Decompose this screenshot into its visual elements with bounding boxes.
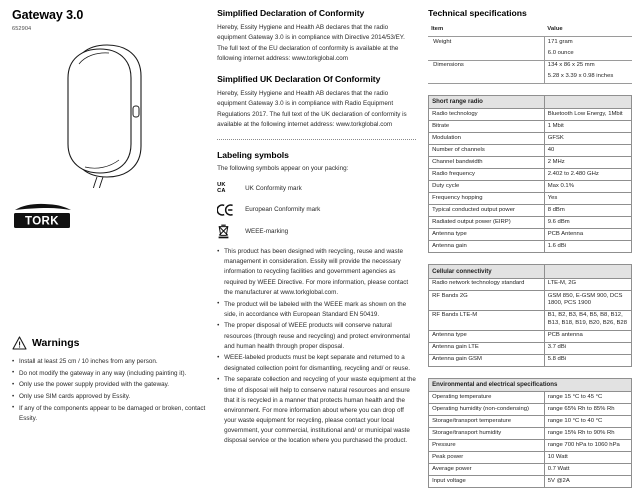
cell-value: 171 gram (544, 37, 632, 49)
cell-key: Number of channels (429, 145, 545, 157)
section-title: Cellular connectivity (429, 265, 545, 278)
section-title-spacer (544, 265, 631, 278)
list-item: • This product has been designed with recycling, reuse and waste management in consideration. Essity will provide the necessary information to recycling facilities and government agencies as required by WEEE Directive. For more information, please contact the manufacturer at www.torkglobal.com. (217, 247, 416, 298)
cell-key: Frequency hopping (429, 193, 545, 205)
table-row (429, 392, 632, 404)
symbol-label: UK Conformity mark (245, 185, 302, 193)
table-row (429, 133, 632, 145)
table-row (429, 121, 632, 133)
warnings-section (12, 336, 207, 426)
device-illustration (12, 38, 207, 188)
cell-key: RF Bands 2G (429, 290, 545, 310)
cell-key: Duty cycle (429, 181, 545, 193)
symbol-label: WEEE-marking (245, 228, 289, 236)
right-column (424, 8, 634, 485)
ce-mark-icon (217, 204, 245, 216)
gateway-device-drawing (55, 38, 165, 188)
cell-value: 0.7 Watt (544, 464, 631, 476)
list-item: • Only use the power supply provided with the gateway. (12, 380, 207, 390)
cell-key: Antenna gain LTE (429, 342, 545, 354)
table-row (428, 72, 632, 84)
table-row (429, 109, 632, 121)
cell-value: range 15 °C to 45 °C (544, 392, 631, 404)
cell-value: PCB Antenna (544, 229, 631, 241)
cell-value: range 15% Rh to 90% Rh (544, 428, 631, 440)
cell-value: LTE-M, 2G (544, 278, 631, 290)
table-row (429, 181, 632, 193)
table-row (429, 404, 632, 416)
table-row (429, 440, 632, 452)
table-row (429, 428, 632, 440)
middle-column (215, 8, 424, 449)
cell-value: 6.0 ounce (544, 48, 632, 60)
cell-value: 5.28 x 3.39 x 0.98 inches (544, 72, 632, 84)
cell-key (428, 48, 544, 60)
cell-key: RF Bands LTE-M (429, 310, 545, 330)
table-row (429, 157, 632, 169)
cell-value: range 700 hPa to 1060 hPa (544, 440, 631, 452)
cell-key: Radio technology (429, 109, 545, 121)
tork-logo-text: TORK (25, 215, 59, 228)
cell-value: 134 x 86 x 25 mm (544, 60, 632, 72)
table-section-header (429, 95, 632, 108)
symbol-row-ce (217, 203, 416, 216)
cell-key: Weight (428, 37, 544, 49)
cell-key: Antenna gain (429, 241, 545, 253)
list-item: • If any of the components appear to be damaged or broken, contact Essity. (12, 404, 207, 424)
section-title: Short range radio (429, 95, 545, 108)
cell-value: 40 (544, 145, 631, 157)
cell-key: Bitrate (429, 121, 545, 133)
table-row (429, 310, 632, 330)
uk-conformity-heading: Simplified UK Declaration Of Conformity (217, 74, 381, 84)
cell-key: Dimensions (428, 60, 544, 72)
table-row (429, 278, 632, 290)
cell-value: 5.8 dBi (544, 354, 631, 366)
ukca-top-text: UK (217, 182, 226, 189)
cell-value: GSM 850, E-GSM 900, DCS 1800, PCS 1900 (544, 290, 631, 310)
warnings-list (12, 357, 207, 424)
symbol-row-ukca (217, 182, 416, 195)
warning-triangle-icon (12, 336, 27, 350)
cell-key: Channel bandwidth (429, 157, 545, 169)
section-divider (217, 139, 416, 140)
cell-key: Storage/transport humidity (429, 428, 545, 440)
weee-crossed-bin-icon (217, 224, 245, 239)
list-item: • Only use SIM cards approved by Essity. (12, 392, 207, 402)
cell-value: 9.6 dBm (544, 217, 631, 229)
table-row (429, 330, 632, 342)
table-header-row (428, 24, 632, 37)
uk-conformity-body: Hereby, Essity Hygiene and Health AB declares that the radio equipment Gateway 3.0 is in compliance with Radio Equipment Regulations 2017. The full text of the UK declaration of conformity is available at the following internet address: www.torkglobal.com (217, 90, 407, 128)
weee-notes-list (217, 247, 416, 447)
tork-logo (12, 202, 74, 232)
labeling-symbols-intro: The following symbols appear on your packing: (217, 165, 349, 172)
product-number: 652904 (12, 26, 32, 32)
cell-value: Yes (544, 193, 631, 205)
table-row (429, 241, 632, 253)
warnings-title: Warnings (32, 337, 80, 349)
cell-key: Operating temperature (429, 392, 545, 404)
cell-key (428, 72, 544, 84)
cell-key: Operating humidity (non-condensing) (429, 404, 545, 416)
ukca-bottom-text: CA (217, 187, 226, 194)
table-row (429, 476, 632, 488)
list-item: • Do not modify the gateway in any way (including painting it). (12, 369, 207, 379)
cell-value: B1, B2, B3, B4, B5, B8, B12, B13, B18, B19, B20, B26, B28 (544, 310, 631, 330)
cell-value: 5V @2A (544, 476, 631, 488)
column-header-item: Item (431, 25, 444, 32)
list-item: • The proper disposal of WEEE products will conserve natural resources (through reuse and recycling) and protect environmental and human health through proper disposal. (217, 321, 416, 352)
column-header-value: Value (547, 25, 563, 32)
cell-key: Radio network technology standard (429, 278, 545, 290)
table-row (428, 60, 632, 72)
cell-key: Pressure (429, 440, 545, 452)
table-section-header (429, 378, 632, 391)
ukca-mark-icon (217, 183, 245, 193)
cell-key: Antenna type (429, 229, 545, 241)
technical-specifications-heading: Technical specifications (428, 8, 527, 18)
cell-key: Average power (429, 464, 545, 476)
cell-value: Max 0.1% (544, 181, 631, 193)
table-row (429, 193, 632, 205)
cell-value: 1.6 dBi (544, 241, 631, 253)
section-title: Environmental and electrical specifications (429, 378, 632, 391)
cell-value: range 65% Rh to 85% Rh (544, 404, 631, 416)
cell-value: Bluetooth Low Energy, 1Mbit (544, 109, 631, 121)
cell-value: range 10 °C to 40 °C (544, 416, 631, 428)
table-row (429, 229, 632, 241)
table-row (429, 217, 632, 229)
list-item: • The separate collection and recycling of your waste equipment at the time of disposal will help to conserve natural resources and ensure that it is recycled in a manner that protects human health and the environment. For more information about where you can drop off your waste equipment for recycling, please contact your local government, your commercial, institutional and/ or municipal waste disposal service or the location where you purchased the product. (217, 375, 416, 446)
cell-key: Input voltage (429, 476, 545, 488)
cellular-connectivity-table (428, 264, 632, 366)
cell-key: Modulation (429, 133, 545, 145)
short-range-radio-table (428, 95, 632, 254)
table-row (429, 145, 632, 157)
cell-key: Antenna gain GSM (429, 354, 545, 366)
eu-conformity-body: Hereby, Essity Hygiene and Health AB declares that the radio equipment Gateway 3.0 is in compliance with Directive 2014/53/EY. The full text of the EU declaration of conformity is available at the following internet address: www.torkglobal.com (217, 24, 405, 62)
table-row (428, 48, 632, 60)
cell-value: 2.402 to 2.480 GHz (544, 169, 631, 181)
cell-key: Typical conducted output power (429, 205, 545, 217)
section-title-spacer (544, 95, 631, 108)
table-row (429, 205, 632, 217)
cell-key: Storage/transport temperature (429, 416, 545, 428)
table-row (429, 354, 632, 366)
environmental-specifications-table (428, 378, 632, 488)
cell-value: 8 dBm (544, 205, 631, 217)
cell-value: 10 Watt (544, 452, 631, 464)
cell-key: Peak power (429, 452, 545, 464)
table-row (429, 452, 632, 464)
table-row (428, 37, 632, 49)
tork-logo-mark (12, 202, 74, 232)
list-item: • Install at least 25 cm / 10 inches from any person. (12, 357, 207, 367)
page-title: Gateway 3.0 (12, 8, 84, 22)
cell-value: 3.7 dBi (544, 342, 631, 354)
cell-key: Radiated output power (EIRP) (429, 217, 545, 229)
symbol-label: European Conformity mark (245, 206, 321, 214)
cell-value: PCB antenna (544, 330, 631, 342)
list-item: • WEEE-labeled products must be kept separate and returned to a designated collection point for dismantling, recycling and/ or reuse. (217, 353, 416, 373)
table-row (429, 169, 632, 181)
cell-key: Radio frequency (429, 169, 545, 181)
table-row (429, 464, 632, 476)
cell-value: 2 MHz (544, 157, 631, 169)
list-item: • The product will be labeled with the WEEE mark as shown on the side, in accordance with European Standard EN 50419. (217, 300, 416, 320)
symbol-row-weee (217, 224, 416, 239)
table-section-header (429, 265, 632, 278)
left-column (6, 8, 215, 449)
table-row (429, 416, 632, 428)
labeling-symbols-heading: Labeling symbols (217, 150, 289, 160)
main-specifications-table (428, 24, 632, 84)
cell-key: Antenna type (429, 330, 545, 342)
warnings-header (12, 336, 207, 350)
table-row (429, 290, 632, 310)
cell-value: 1 Mbit (544, 121, 631, 133)
eu-conformity-heading: Simplified Declaration of Conformity (217, 8, 365, 18)
cell-value: GFSK (544, 133, 631, 145)
table-row (429, 342, 632, 354)
